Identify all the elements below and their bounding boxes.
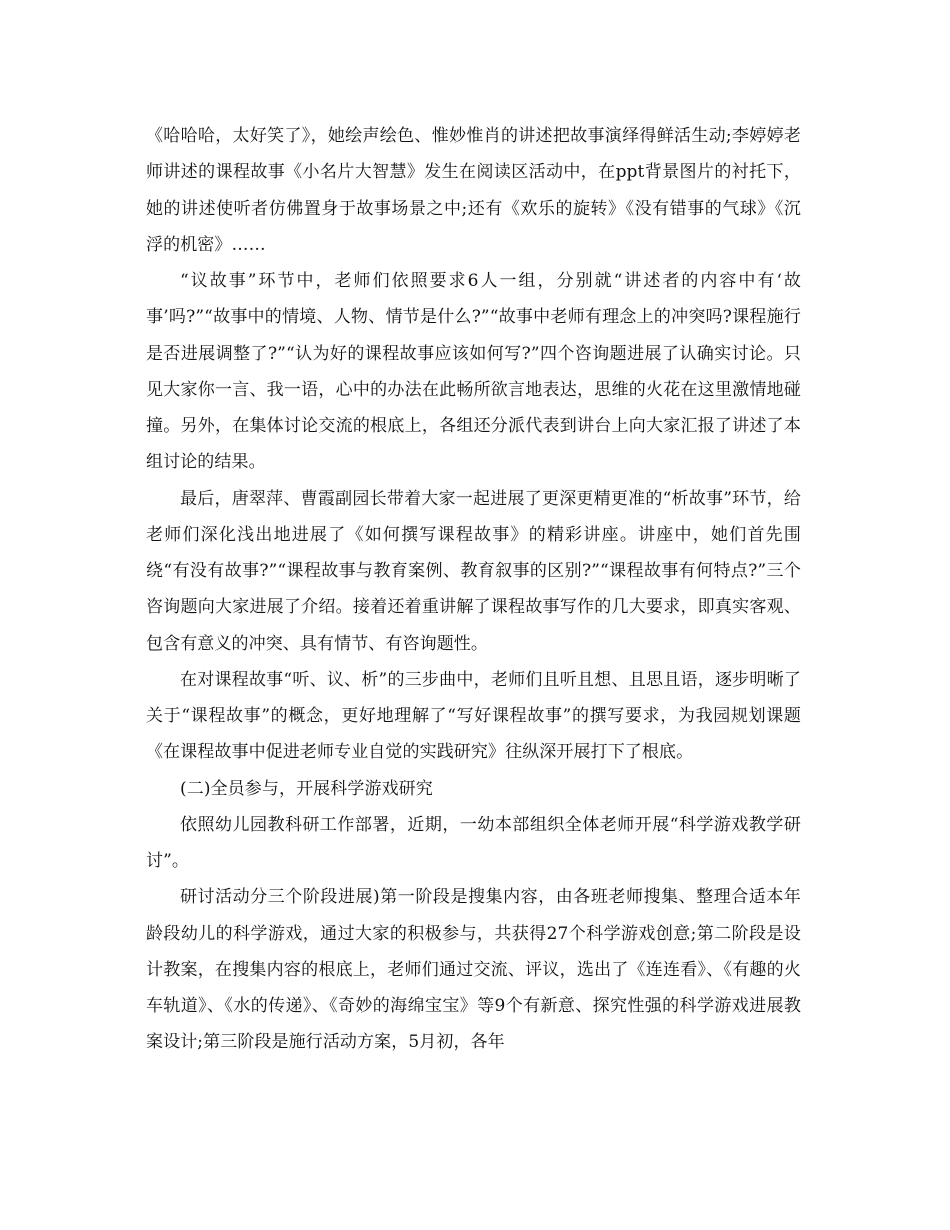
paragraph-3: 最后，唐翠萍、曹霞副园长带着大家一起进展了更深更精更准的“析故事”环节，给老师们深化浅出地进展了《如何撰写课程故事》的精彩讲座。讲座中，她们首先围绕“有没有故事?”“课程故事与教育案例、教育叙事的区别?”“课程故事有何特点?”三个咨询题向大家进展了介绍。接着还着重讲解了课程故事写作的几大要求，即真实客观、包含有意义的冲突、具有情节、有咨询题性。: [146, 488, 801, 654]
paragraph-2: “议故事”环节中，老师们依照要求6人一组，分别就“讲述者的内容中有‘故事’吗?”“故事中的情境、人物、情节是什么?”“故事中老师有理念上的冲突吗?课程施行是否进展调整了?”“认为好的课程故事应该如何写?”四个咨询题进展了认确实讨论。只见大家你一言、我一语，心中的办法在此畅所欲言地表达，思维的火花在这里激情地碰撞。另外，在集体讨论交流的根底上，各组还分派代表到讲台上向大家汇报了讲述了本组讨论的结果。: [146, 271, 801, 473]
paragraph-1: 《哈哈哈，太好笑了》，她绘声绘色、惟妙惟肖的讲述把故事演绎得鲜活生动;李婷婷老师讲述的课程故事《小名片大智慧》发生在阅读区活动中，在ppt背景图片的衬托下，她的讲述使听者仿佛置身于故事场景之中;还有《欢乐的旋转》《没有错事的气球》《沉浮的机密》……: [146, 126, 801, 255]
paragraph-6: 研讨活动分三个阶段进展)第一阶段是搜集内容，由各班老师搜集、整理合适本年龄段幼儿的科学游戏，通过大家的积极参与，共获得27个科学游戏创意;第二阶段是设计教案，在搜集内容的根底上，老师们通过交流、评议，选出了《连连看》、《有趣的火车轨道》、《水的传递》、《奇妙的海绵宝宝》等9个有新意、探究性强的科学游戏进展教案设计;第三阶段是施行活动方案，5月初，各年: [146, 887, 801, 1053]
paragraph-4: 在对课程故事“听、议、析”的三步曲中，老师们且听且想、且思且语，逐步明晰了关于“课程故事”的概念，更好地理解了“写好课程故事”的撰写要求，为我园规划课题《在课程故事中促进老师专业自觉的实践研究》往纵深开展打下了根底。: [146, 669, 801, 763]
document-page: [146, 118, 801, 1061]
paragraph-5: 依照幼儿园教科研工作部署，近期，一幼本部组织全体老师开展“科学游戏教学研讨”。: [146, 814, 801, 871]
section-heading-science-games: (二)全员参与，开展科学游戏研究: [180, 778, 433, 799]
